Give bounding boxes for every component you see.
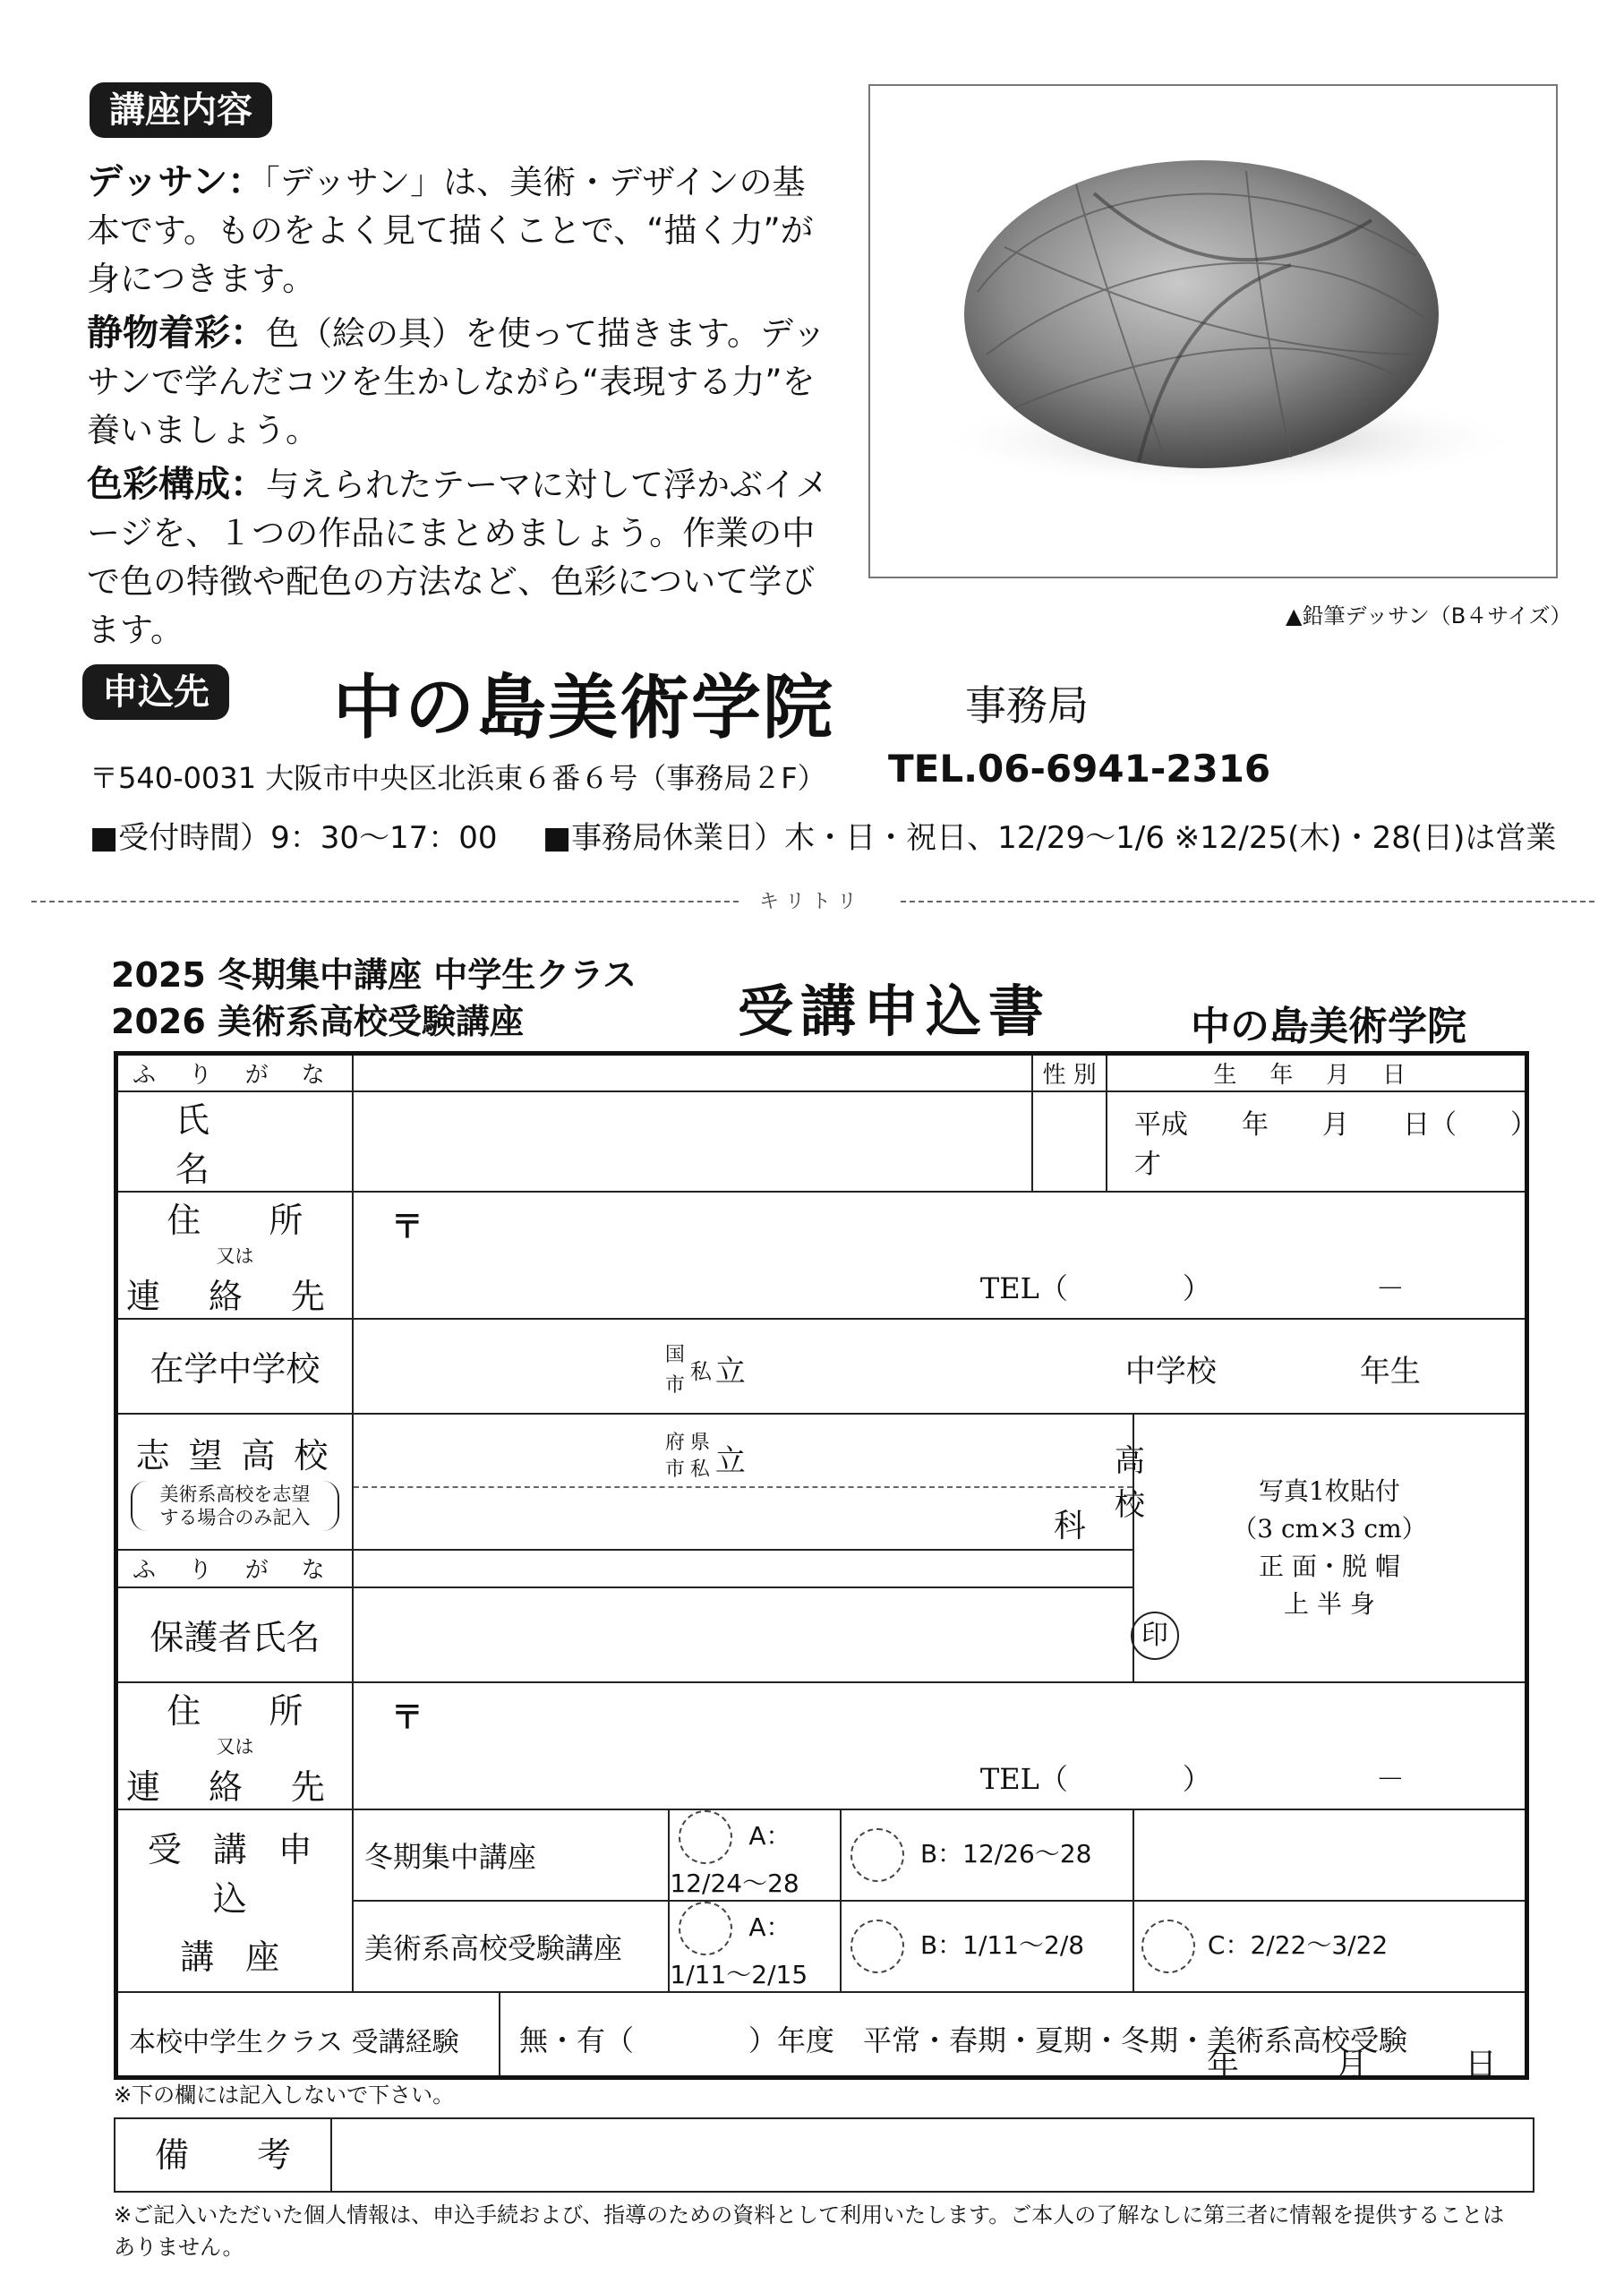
guardian-postal-mark: 〒 (390, 1698, 423, 1736)
address-label-mid: 又は (216, 1244, 254, 1267)
photo-area[interactable] (1133, 1414, 1527, 1682)
guardian-address-mid: 又は (216, 1735, 254, 1757)
guardian-furigana-field[interactable] (353, 1550, 1133, 1587)
form-line-2: 2026 美術系高校受験講座 (111, 1002, 524, 1041)
shiritsu2-option: 私 (689, 1458, 710, 1481)
guardian-furigana-label: ふ り が な (116, 1550, 353, 1587)
art-option-b[interactable] (841, 1901, 1133, 1992)
form-line-1: 2025 冬期集中講座 中学生クラス (111, 955, 637, 995)
school-name: 中の島美術学院 (333, 668, 835, 748)
winter-a-label: A：12/24〜28 (670, 1820, 799, 1898)
winter-option-a[interactable] (669, 1809, 841, 1901)
apply-course-label (116, 1809, 353, 1992)
current-school-label: 在学中学校 (116, 1319, 353, 1414)
kuni-option: 国 (664, 1343, 685, 1366)
current-school-field[interactable] (353, 1319, 1527, 1414)
ritsu2-label: 立 (714, 1442, 746, 1479)
koko-label: 高校 (1114, 1442, 1145, 1523)
wish-school-field[interactable] (353, 1414, 1145, 1550)
cut-line-right (901, 901, 1594, 902)
office-label: 事務局 (965, 681, 1089, 730)
course-item-color (87, 460, 830, 654)
course-text-color: 与えられたテーマに対して浮かぶイメージを、１つの作品にまとめましょう。作業の中で色の特徴や配色の方法など、色彩について学びます。 (87, 466, 829, 649)
form-date[interactable]: 年 月 日 (1207, 2047, 1498, 2083)
art-a-label: A：1/11〜2/15 (670, 1911, 808, 1989)
gender-label: 性 別 (1032, 1054, 1107, 1091)
image-caption: ▲鉛筆デッサン（B４サイズ） (1286, 603, 1572, 629)
course-text-dessin: 「デッサン」は、美術・デザインの基本です。ものをよく見て描くことで、“描く力”が身につきます。 (87, 163, 814, 298)
art-b-label: B：1/11〜2/8 (919, 1929, 1085, 1960)
experience-label: 本校中学生クラス 受講経験 (129, 2026, 459, 2058)
art-option-a[interactable] (669, 1901, 841, 1992)
birthdate-field[interactable]: 平成 年 月 日（ ）才 (1107, 1091, 1527, 1192)
remarks-note: ※下の欄には記入しないで下さい。 (114, 2082, 455, 2108)
wish-school-title: 志望高校 (135, 1436, 347, 1475)
wish-school-note (131, 1481, 339, 1531)
wish-school-label (116, 1414, 353, 1550)
address-label (116, 1192, 353, 1319)
birthdate-label: 生 年 月 日 (1107, 1054, 1527, 1091)
guardian-tel: TEL（ ） (979, 1761, 1211, 1796)
course-head-color: 色彩構成： (87, 464, 266, 505)
form-school-name: 中の島美術学院 (1191, 1004, 1466, 1049)
seal-icon: 印 (1131, 1612, 1179, 1660)
wish-note-line2: する場合のみ記入 (159, 1507, 311, 1528)
address-label-top: 住 所 (167, 1200, 303, 1240)
address-label-bottom: 連 絡 先 (126, 1276, 344, 1316)
jhs-label: 中学校 (1124, 1353, 1217, 1390)
guardian-address-field[interactable] (353, 1682, 1527, 1809)
remarks-box (114, 2117, 1534, 2193)
furigana-field[interactable] (353, 1054, 1032, 1091)
office-holidays: ■事務局休業日）木・日・祝日、12/29〜1/6 ※12/25(木)・28(日)は営業 (543, 820, 1557, 856)
experience-divider (499, 1993, 500, 2076)
guardian-field[interactable] (353, 1587, 1168, 1682)
course-head-still-life: 静物着彩： (87, 312, 266, 354)
winter-course-label: 冬期集中講座 (353, 1809, 670, 1901)
guardian-address-top: 住 所 (167, 1690, 303, 1731)
course-item-still-life (87, 309, 830, 455)
apply-course-line1: 受 講 申 込 (147, 1830, 323, 1919)
address: 〒540-0031 大阪市中央区北浜東６番６号（事務局２F） (90, 761, 826, 795)
art-option-c[interactable] (1133, 1901, 1527, 1992)
apply-course-line2: 講 座 (180, 1937, 290, 1977)
remarks-label: 備 考 (115, 2119, 332, 2191)
reception-hours: ■受付時間）9：30〜17：00 (90, 820, 498, 856)
winter-b-checkbox[interactable] (850, 1828, 904, 1882)
wish-divider (354, 1486, 1133, 1488)
guardian-address-bottom: 連 絡 先 (126, 1766, 344, 1807)
privacy-note: ※ご記入いただいた個人情報は、申込手続および、指導のための資料として利用いたします。ご本人の了解なしに第三者に情報を提供することはありません。 (114, 2202, 1505, 2260)
art-course-label: 美術系高校受験講座 (353, 1901, 670, 1992)
photo-line1: 写真1枚貼付 (1259, 1475, 1400, 1506)
course-head-dessin: デッサン： (87, 161, 264, 202)
postal-mark: 〒 (390, 1207, 423, 1245)
course-badge: 講座内容 (90, 82, 272, 138)
shiritsu-option: 私 (689, 1358, 712, 1384)
winter-option-b[interactable] (841, 1809, 1133, 1901)
shi-option: 市 (664, 1373, 685, 1397)
experience-field[interactable]: 無・有（ ）年度 平常・春期・夏期・冬期・美術系高校受験 (519, 2023, 1408, 2057)
winter-a-checkbox[interactable] (679, 1810, 732, 1864)
yarn-ball-drawing (870, 86, 1556, 577)
ka-label: 科 (1053, 1507, 1086, 1544)
pencil-drawing-yarn (868, 84, 1558, 578)
art-c-checkbox[interactable] (1141, 1920, 1195, 1973)
art-c-label: C：2/22〜3/22 (1207, 1929, 1389, 1960)
application-form (114, 1051, 1529, 2080)
course-item-dessin (87, 158, 830, 304)
furigana-label: ふ り が な (116, 1054, 353, 1091)
guardian-address-label (116, 1682, 353, 1809)
cut-line-left (31, 901, 739, 902)
guardian-tel-dash: － (1375, 1761, 1405, 1796)
ken-option: 県 (689, 1431, 710, 1454)
winter-b-label: B：12/26〜28 (919, 1838, 1092, 1869)
gender-field[interactable] (1032, 1091, 1107, 1192)
form-title: 受講申込書 (738, 979, 1052, 1044)
grade-label: 年生 (1359, 1353, 1421, 1390)
address-tel: TEL（ ） (979, 1270, 1211, 1305)
photo-line4: 上 半 身 (1284, 1588, 1375, 1619)
name-label: 氏 名 (116, 1091, 353, 1192)
course-text-still-life: 色（絵の具）を使って描きます。デッサンで学んだコツを生かしながら“表現する力”を養いましょう。 (87, 314, 826, 449)
photo-line2: （3 cm×3 cm） (1232, 1513, 1427, 1544)
wish-note-line1: 美術系高校を志望 (159, 1484, 311, 1505)
winter-empty (1133, 1809, 1527, 1901)
art-a-checkbox[interactable] (679, 1902, 732, 1955)
photo-line3: 正 面・脱 帽 (1259, 1551, 1400, 1581)
guardian-label: 保護者氏名 (116, 1587, 353, 1682)
address-tel-dash: － (1375, 1270, 1405, 1305)
cut-label: キ リ ト リ (759, 891, 857, 913)
phone-number: TEL.06-6941-2316 (888, 747, 1271, 791)
name-field[interactable] (353, 1091, 1032, 1192)
ritsu-label: 立 (714, 1353, 746, 1390)
contact-badge: 申込先 (82, 664, 229, 720)
fu-option: 府 (664, 1431, 685, 1454)
address-field[interactable] (353, 1192, 1527, 1319)
shi2-option: 市 (664, 1458, 685, 1481)
art-b-checkbox[interactable] (850, 1920, 904, 1973)
